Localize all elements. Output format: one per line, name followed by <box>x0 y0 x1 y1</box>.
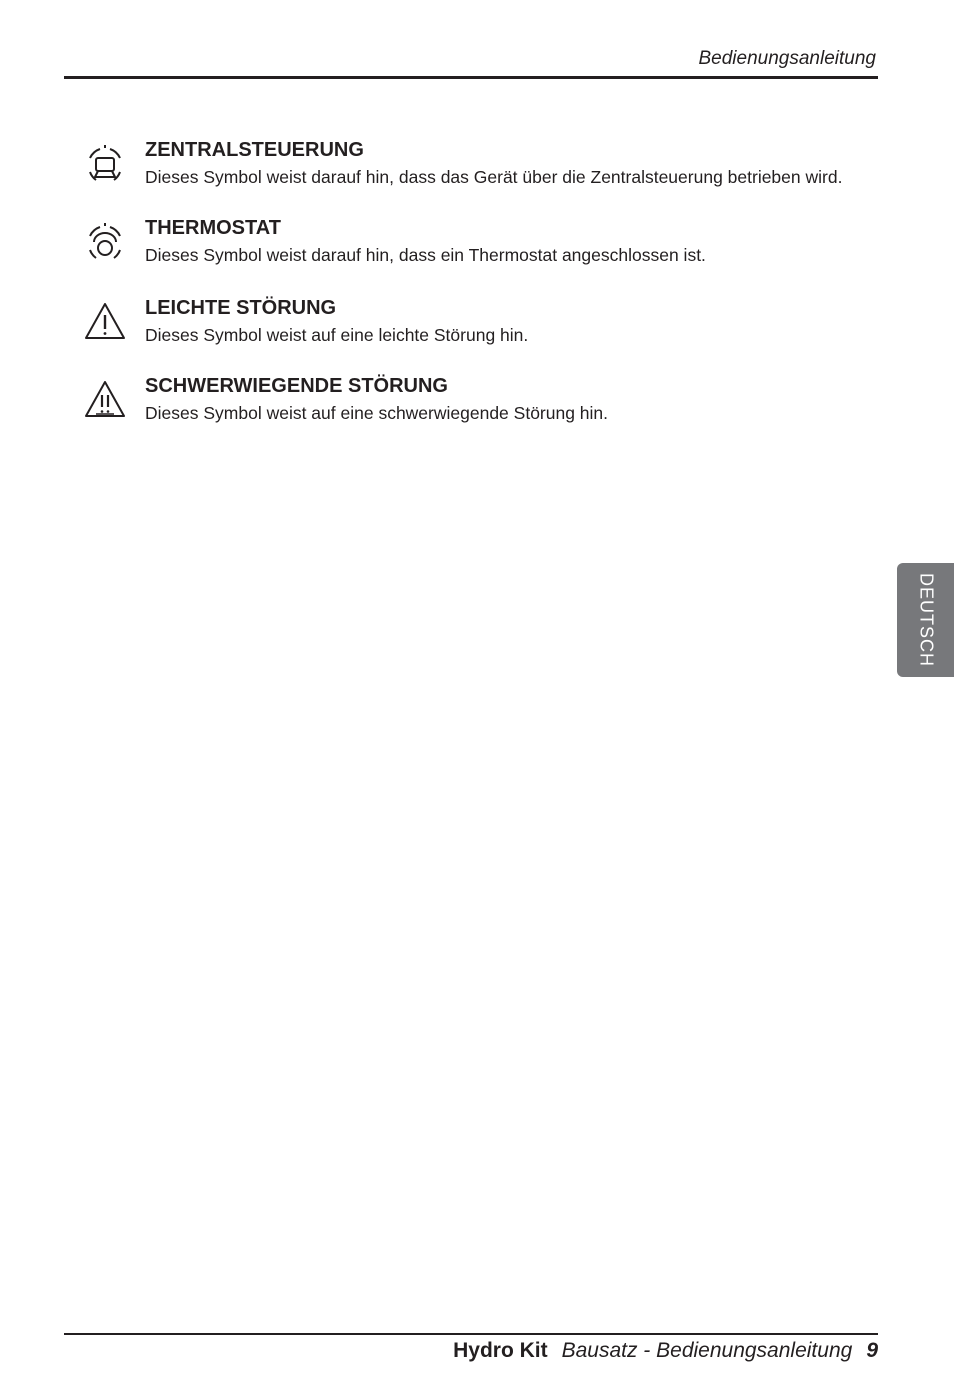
severe-warning-triangle-icon <box>82 378 128 424</box>
symbol-entry-central-control <box>82 139 882 202</box>
central-control-icon <box>82 142 128 188</box>
entry-title: LEICHTE STÖRUNG <box>145 297 337 319</box>
symbol-entry-minor-fault <box>82 297 882 360</box>
footer-product-name: Hydro Kit <box>453 1339 548 1362</box>
footer-rule <box>64 1333 878 1335</box>
language-tab <box>897 563 954 677</box>
entry-description: Dieses Symbol weist auf eine schwerwiegende Störung hin. <box>145 403 609 423</box>
page-footer <box>453 1339 878 1363</box>
entry-description: Dieses Symbol weist darauf hin, dass ein Thermostat angeschlossen ist. <box>145 245 706 265</box>
running-header: Bedienungsanleitung <box>698 48 876 69</box>
entry-description: Dieses Symbol weist darauf hin, dass das Gerät über die Zentralsteuerung betrieben wird. <box>145 167 843 187</box>
warning-triangle-icon <box>82 300 128 346</box>
language-tab-label: DEUTSCH <box>916 572 936 668</box>
entry-title: SCHWERWIEGENDE STÖRUNG <box>145 375 448 397</box>
symbol-entry-thermostat <box>82 217 882 280</box>
entry-description: Dieses Symbol weist auf eine leichte Störung hin. <box>145 325 529 345</box>
header-rule <box>64 76 878 79</box>
entry-title: ZENTRALSTEUERUNG <box>145 139 364 161</box>
page-number: 9 <box>866 1339 878 1362</box>
entry-title: THERMOSTAT <box>145 217 281 239</box>
thermostat-icon <box>82 220 128 266</box>
symbol-entry-severe-fault <box>82 375 882 438</box>
footer-subtitle: Bausatz - Bedienungsanleitung <box>561 1339 853 1362</box>
